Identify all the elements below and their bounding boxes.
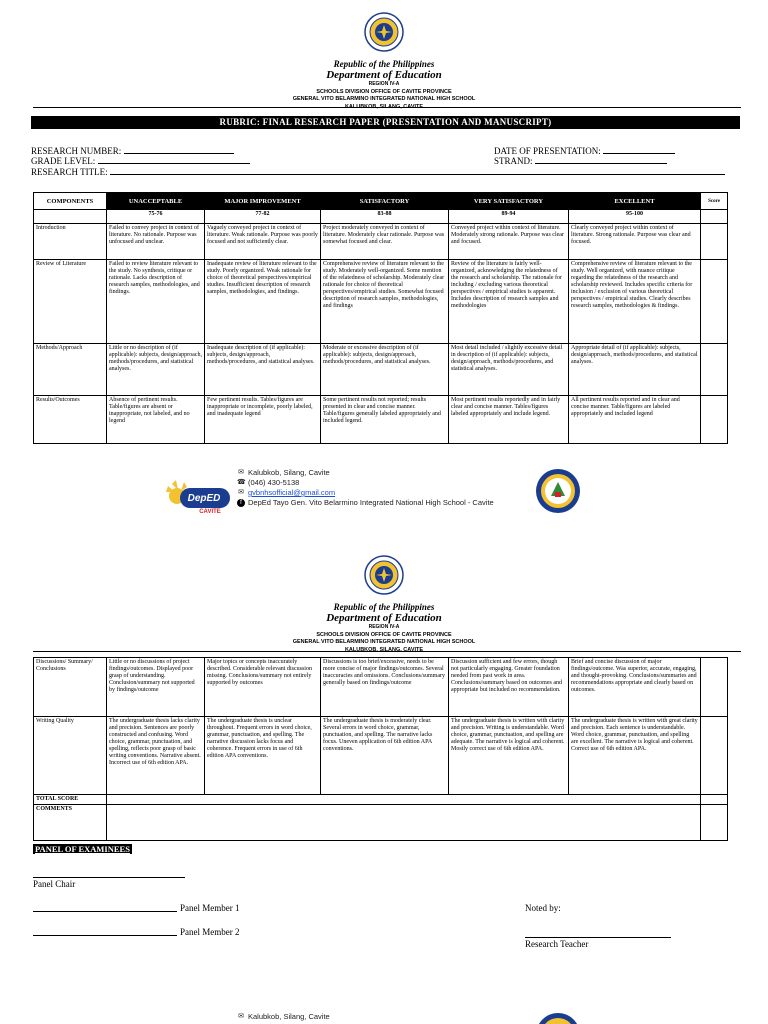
range-unacceptable: 75-76	[107, 210, 205, 224]
total-score-empty	[107, 795, 701, 805]
deped-seal-icon	[364, 555, 404, 595]
rubric-table-page2	[33, 657, 728, 841]
table-row	[34, 344, 728, 396]
header-divider	[33, 651, 741, 652]
rubric-table-page1	[33, 192, 728, 444]
date-of-presentation-field	[494, 146, 675, 156]
header-republic: Republic of the Philippines	[333, 59, 435, 69]
header-region: REGION IV-A	[368, 624, 400, 630]
row-cell: Little or no discussions of project findings/outcomes. Displayed poor grasp of understanding. Conclusion/summary not supported by findings/outcome	[107, 658, 205, 717]
comments-field[interactable]	[107, 805, 701, 841]
table-row	[34, 717, 728, 795]
score-cell[interactable]	[701, 224, 728, 260]
header-very-satisfactory: VERY SATISFACTORY	[449, 193, 569, 210]
panel-chair-line	[33, 877, 185, 878]
email-icon: ✉	[238, 489, 244, 496]
deped-logo-icon	[160, 1020, 234, 1024]
header-divider	[33, 107, 741, 108]
header-department: Department of Education	[326, 69, 442, 81]
research-teacher-line	[525, 937, 671, 938]
row-component: Methods/Approach	[34, 344, 107, 396]
logo-text: DepED	[187, 493, 221, 504]
score-cell[interactable]	[701, 396, 728, 444]
noted-by-label: Noted by:	[525, 903, 561, 913]
header-school: GENERAL VITO BELARMINO INTEGRATED NATIONAL HIGH SCHOOL	[292, 639, 476, 645]
page2-header	[0, 555, 768, 654]
deped-seal-icon	[364, 12, 404, 52]
panel-member2-line	[33, 935, 177, 936]
range-very-satisfactory: 89-94	[449, 210, 569, 224]
row-cell: Comprehensive review of literature relevant to the study. Well organized, with nuance critique regarding the relatedness of the research and scholarship reviewed. Includes specific criteria for inclusion / exclusion of various theoretical perspectives / empirical studies. Clearly describes research samples, methodologies & findings.	[569, 260, 701, 344]
table-row	[34, 396, 728, 444]
research-title-field	[31, 167, 725, 177]
row-component: Writing Quality	[34, 717, 107, 795]
contact-info	[237, 468, 494, 508]
range-excellent: 95-100	[569, 210, 701, 224]
header-unacceptable: UNACCEPTABLE	[107, 193, 205, 210]
page1-header	[0, 12, 768, 111]
table-row	[34, 224, 728, 260]
header-school: GENERAL VITO BELARMINO INTEGRATED NATIONAL HIGH SCHOOL	[292, 96, 476, 102]
panel-title: PANEL OF EXAMINEES	[35, 844, 130, 854]
range-major-improvement: 77-82	[205, 210, 321, 224]
total-score-cell[interactable]	[701, 795, 728, 805]
row-component: Discussions/ Summary/ Conclusions	[34, 658, 107, 717]
header-address: KALUBKOB, SILANG, CAVITE	[344, 646, 424, 653]
page1-footer	[160, 468, 580, 526]
row-cell: Most pertinent results reportedly and in fairly clear and concise manner. Tables/figures labeled appropriately and include legend.	[449, 396, 569, 444]
rubric-title: RUBRIC: FINAL RESEARCH PAPER (PRESENTATION AND MANUSCRIPT)	[31, 116, 740, 129]
row-cell: Failed to review literature relevant to the study. No synthesis, critique or rationale. Lacks description of research samples, methodologies, and findings.	[107, 260, 205, 344]
row-cell: Brief and concise discussion of major findings/outcome. Was superior, accurate, engaging, and thought-provoking. Conclusions/summaries and recommendations appropriate and clearly based on outcomes.	[569, 658, 701, 717]
header-satisfactory: SATISFACTORY	[321, 193, 449, 210]
row-cell: Inadequate description of (if applicable): subjects, design/approach, methods/procedures, and statistical analyses.	[205, 344, 321, 396]
header-republic: Republic of the Philippines	[333, 602, 435, 612]
comments-row	[34, 805, 728, 841]
row-component: Review of Literature	[34, 260, 107, 344]
panel-member1-label: Panel Member 1	[180, 903, 240, 913]
contact-address: ✉ Kalubkob, Silang, Cavite	[238, 1012, 330, 1021]
strand-label: STRAND:	[494, 156, 535, 166]
row-cell: Most detail included / slightly excessive detail in description of (if applicable): subjects, design/approach, methods/procedures, and statistical analyses.	[449, 344, 569, 396]
row-cell: Failed to convey project in context of literature. No rationale. Purpose was unfocused and unclear.	[107, 224, 205, 260]
logo-sub: CAVITE	[199, 509, 221, 515]
row-cell: Absence of pertinent results. Table/figures are absent or inappropriate, not labeled, and no legend	[107, 396, 205, 444]
score-cell[interactable]	[701, 260, 728, 344]
research-number-label: RESEARCH NUMBER:	[31, 146, 124, 156]
header-division: SCHOOLS DIVISION OFFICE OF CAVITE PROVINCE	[316, 88, 452, 95]
row-cell: Vaguely conveyed project in context of literature. Weak rationale. Purpose was poorly focused and not sufficiently clear.	[205, 224, 321, 260]
panel-chair-label: Panel Chair	[33, 879, 76, 889]
row-cell: The undergraduate thesis is written with great clarity and precision. Each sentence is understandable. Word choice, grammar, punctuation, and spelling are excellent. The narrative is logical and coherent. Correct use of 6th edition APA.	[569, 717, 701, 795]
row-cell: Review of the literature is fairly well-organized, acknowledging the relatedness of the research and scholarship. The rationale for including / excluding various theoretical perspectives / empirical studies is apparent. Includes description of research samples and methodologies	[449, 260, 569, 344]
row-cell: Major topics or concepts inaccurately described. Considerable relevant discussion missing. Conclusions/summary not entirely supported by outcomes	[205, 658, 321, 717]
contact-phone: ☎ (046) 430-5138	[237, 478, 300, 487]
header-division: SCHOOLS DIVISION OFFICE OF CAVITE PROVINCE	[316, 631, 452, 638]
row-component: Introduction	[34, 224, 107, 260]
date-of-presentation-label: DATE OF PRESENTATION:	[494, 146, 604, 156]
row-cell: Discussion sufficient and few errors, though not particularly engaging. Greater foundation needed from past work in area. Conclusions/summary based on outcomes and appropriate but included no recommendation.	[449, 658, 569, 717]
header-region: REGION IV-A	[368, 81, 400, 87]
table-row	[34, 658, 728, 717]
header-components: COMPONENTS	[34, 193, 107, 210]
row-cell: Inadequate review of literature relevant to the study. Poorly organized. Weak rationale for choice of theoretical perspectives/empirical studies. Insufficient description of research samples, methodologies, and findings.	[205, 260, 321, 344]
research-number-field	[31, 146, 234, 156]
header-address: KALUBKOB, SILANG, CAVITE	[344, 103, 424, 110]
header-excellent: EXCELLENT	[569, 193, 701, 210]
row-cell: Discussions is too brief/excessive, needs to be more concise of major findings/outcomes. Several inaccuracies and omissions. Conclusions/summary generally based on findings/outcome	[321, 658, 449, 717]
row-cell: The undergraduate thesis lacks clarity and precision. Sentences are poorly constructed and confusing. Word choice, grammar, punctuation, and spelling, reflects poor grasp of basic writing conventions. Narrative absent. Incorrect use of 6th edition APA.	[107, 717, 205, 795]
comments-score-empty	[701, 805, 728, 841]
header-score: Score	[701, 193, 728, 210]
mailbox-icon: ✉	[238, 469, 244, 476]
range-score-empty	[701, 210, 728, 224]
contact-info	[237, 1012, 330, 1022]
score-cell[interactable]	[701, 717, 728, 795]
school-seal-icon	[535, 1012, 581, 1024]
row-cell: Comprehensive review of literature relevant to the study. Moderately well-organized. Some mention of the relatedness of scholarship. Moderately clear rationale for choice of theoretical perspectives/empirical studies. Somewhat focused description of research samples, methodologies, and findings	[321, 260, 449, 344]
phone-icon: ☎	[237, 479, 246, 486]
range-empty	[34, 210, 107, 224]
row-cell: The undergraduate thesis is written with clarity and precision. Writing is understandable. Word choice, grammar, punctuation, and spelling are adequate. The narrative is logical and coherent. Mostly correct use of 6th edition APA.	[449, 717, 569, 795]
total-score-label: TOTAL SCORE	[34, 795, 107, 805]
grade-level-label: GRADE LEVEL:	[31, 156, 98, 166]
score-cell[interactable]	[701, 658, 728, 717]
contact-email[interactable]: ✉ gvbnhsofficial@gmail.com	[238, 488, 336, 497]
grade-level-field	[31, 156, 250, 166]
rubric-header-row	[34, 193, 728, 210]
panel-member1-line	[33, 911, 177, 912]
row-cell: Moderate or excessive description of (if applicable): subjects, design/approach, methods/procedures, and statistical analyses.	[321, 344, 449, 396]
row-cell: Some pertinent results not reported; results presented in clear and concise manner. Table/figures generally labeled appropriately and included legend.	[321, 396, 449, 444]
row-cell: The undergraduate thesis is moderately clear. Several errors in word choice, grammar, punctuation, and spelling. The narrative lacks focus. Uneven application of 6th edition APA conventions.	[321, 717, 449, 795]
row-cell: Little or no description of (if applicable): subjects, design/approach, methods/procedures, and statistical analyses.	[107, 344, 205, 396]
research-teacher-label: Research Teacher	[525, 939, 589, 949]
score-cell[interactable]	[701, 344, 728, 396]
total-score-row	[34, 795, 728, 805]
row-cell: Conveyed project within context of literature. Moderately strong rationale. Purpose was clear and focused.	[449, 224, 569, 260]
contact-address: ✉ Kalubkob, Silang, Cavite	[238, 468, 330, 477]
deped-logo-icon	[160, 476, 234, 516]
table-row	[34, 260, 728, 344]
contact-facebook[interactable]: f DepEd Tayo Gen. Vito Belarmino Integrated National High School - Cavite	[237, 498, 494, 508]
range-satisfactory: 83-88	[321, 210, 449, 224]
row-cell: All pertinent results reported and in clear and concise manner. Table/figures are labeled appropriately and included legend	[569, 396, 701, 444]
row-cell: Project moderately conveyed in context of literature. Moderately clear rationale. Purpose was somewhat focused and clear.	[321, 224, 449, 260]
comments-label: COMMENTS	[34, 805, 107, 841]
row-cell: Few pertinent results. Tables/figures are inappropriate or incomplete, poorly labeled, and inadequate legend	[205, 396, 321, 444]
panel-member2-label: Panel Member 2	[180, 927, 240, 937]
row-cell: Clearly conveyed project within context of literature. Strong rationale. Purpose was clear and focused.	[569, 224, 701, 260]
mailbox-icon: ✉	[238, 1013, 244, 1020]
header-major-improvement: MAJOR IMPROVEMENT	[205, 193, 321, 210]
row-component: Results/Outcomes	[34, 396, 107, 444]
header-department: Department of Education	[326, 612, 442, 624]
facebook-icon: f	[237, 499, 245, 507]
strand-field	[494, 156, 667, 166]
research-title-label: RESEARCH TITLE:	[31, 167, 110, 177]
rubric-range-row	[34, 210, 728, 224]
school-seal-icon	[535, 468, 581, 514]
row-cell: Appropriate detail of (if applicable): subjects, design/approach, methods/procedures, and statistical analyses.	[569, 344, 701, 396]
page2-footer	[160, 1012, 580, 1024]
row-cell: The undergraduate thesis is unclear throughout. Frequent errors in word choice, grammar, punctuation, and spelling. The narrative discussion lacks focus and coherence. Frequent errors in use of 6th edition APA conventions.	[205, 717, 321, 795]
